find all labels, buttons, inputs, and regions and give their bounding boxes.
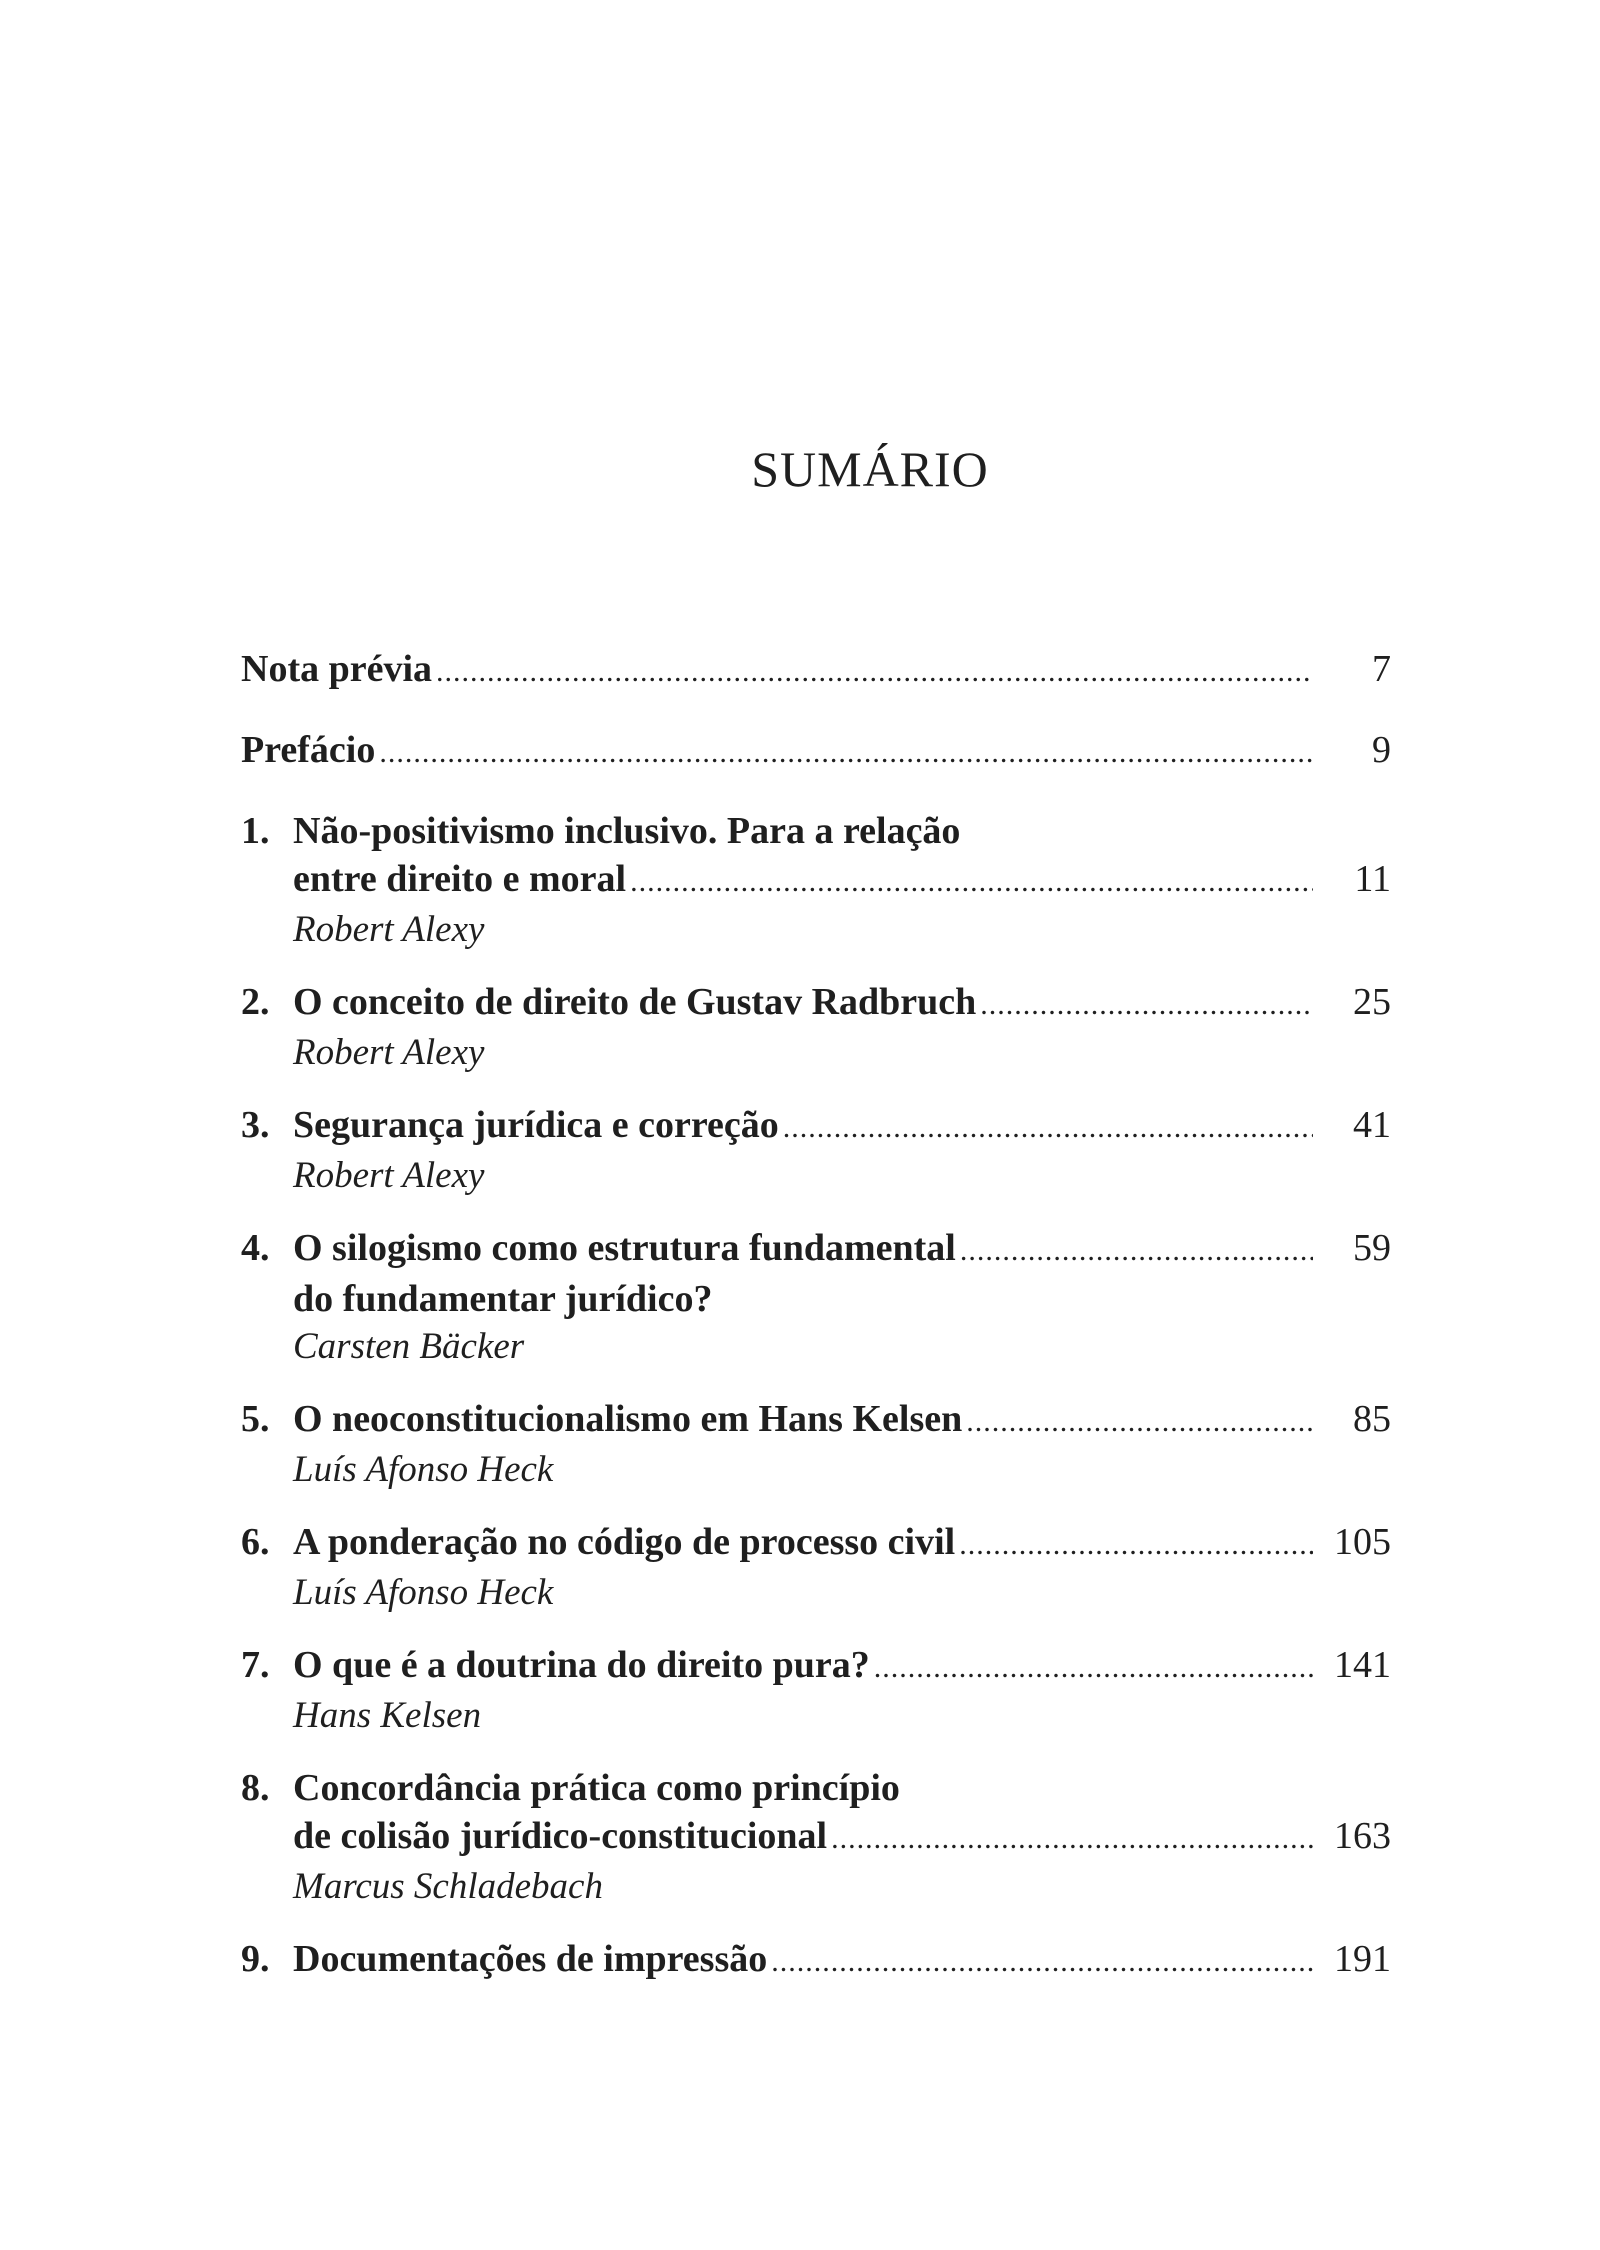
toc-entry-author: Hans Kelsen xyxy=(293,1695,482,1736)
toc-entry-prefacio xyxy=(241,726,1391,777)
dot-leader xyxy=(980,981,1313,1029)
toc-entry-author: Carsten Bäcker xyxy=(293,1326,525,1367)
dot-leader xyxy=(379,729,1313,777)
dot-leader xyxy=(959,1521,1313,1569)
toc-entry-line xyxy=(241,1764,1391,1812)
toc-entry-line xyxy=(241,1224,1391,1275)
toc-entry-line xyxy=(241,1395,1391,1446)
toc-entry-author: Marcus Schladebach xyxy=(293,1866,603,1907)
toc-entry-line xyxy=(241,978,1391,1029)
toc-entry-number: 4. xyxy=(241,1227,270,1269)
toc-entry-number: 9. xyxy=(241,1938,270,1980)
table-of-contents xyxy=(241,645,1391,2010)
toc-page-number: 141 xyxy=(1334,1644,1391,1686)
toc-entry-title: Segurança jurídica e correção xyxy=(293,1104,779,1146)
toc-entry-line xyxy=(241,807,1391,855)
toc-entry-8 xyxy=(241,1764,1391,1911)
toc-entry-9 xyxy=(241,1935,1391,1986)
toc-entry-title-continued: entre direito e moral xyxy=(293,858,627,900)
toc-entry-1 xyxy=(241,807,1391,954)
toc-page-number: 105 xyxy=(1334,1521,1391,1563)
toc-entry-line xyxy=(241,1812,1391,1863)
dot-leader xyxy=(771,1938,1313,1986)
toc-entry-number: 7. xyxy=(241,1644,270,1686)
toc-entry-number: 2. xyxy=(241,981,270,1023)
toc-entry-title: O conceito de direito de Gustav Radbruch xyxy=(293,981,977,1023)
toc-entry-title: Nota prévia xyxy=(241,648,433,690)
dot-leader xyxy=(960,1227,1313,1275)
toc-entry-4 xyxy=(241,1224,1391,1371)
dot-leader xyxy=(874,1644,1313,1692)
toc-entry-3 xyxy=(241,1101,1391,1200)
toc-entry-line xyxy=(241,1101,1391,1152)
toc-entry-2 xyxy=(241,978,1391,1077)
toc-entry-title-continued: de colisão jurídico-constitucional xyxy=(293,1815,828,1857)
toc-entry-line xyxy=(241,1641,1391,1692)
dot-leader xyxy=(783,1104,1313,1152)
toc-entry-title: Prefácio xyxy=(241,729,376,771)
toc-entry-line xyxy=(241,855,1391,906)
toc-entry-line xyxy=(241,1935,1391,1986)
toc-entry-7 xyxy=(241,1641,1391,1740)
toc-entry-line xyxy=(241,726,1391,777)
toc-entry-line xyxy=(241,1275,1391,1323)
toc-entry-title: O neoconstitucionalismo em Hans Kelsen xyxy=(293,1398,963,1440)
toc-entry-number: 8. xyxy=(241,1767,270,1809)
toc-page-number: 7 xyxy=(1372,648,1391,690)
toc-entry-6 xyxy=(241,1518,1391,1617)
toc-entry-author: Luís Afonso Heck xyxy=(293,1572,554,1613)
toc-page-number: 85 xyxy=(1353,1398,1391,1440)
toc-entry-line xyxy=(241,1518,1391,1569)
page-title: SUMÁRIO xyxy=(751,441,989,497)
toc-entry-author: Luís Afonso Heck xyxy=(293,1449,554,1490)
toc-entry-author: Robert Alexy xyxy=(293,1155,485,1196)
toc-page-number: 163 xyxy=(1334,1815,1391,1857)
dot-leader xyxy=(966,1398,1313,1446)
toc-page-number: 59 xyxy=(1353,1227,1391,1269)
toc-page-number: 25 xyxy=(1353,981,1391,1023)
toc-entry-5 xyxy=(241,1395,1391,1494)
toc-entry-number: 1. xyxy=(241,810,270,852)
toc-entry-title: Concordância prática como princípio xyxy=(293,1767,900,1809)
toc-entry-number: 5. xyxy=(241,1398,270,1440)
toc-entry-line xyxy=(241,645,1391,696)
dot-leader xyxy=(630,858,1313,906)
toc-entry-number: 3. xyxy=(241,1104,270,1146)
toc-entry-author: Robert Alexy xyxy=(293,1032,485,1073)
toc-entry-title: A ponderação no código de processo civil xyxy=(293,1521,956,1563)
toc-entry-author: Robert Alexy xyxy=(293,909,485,950)
toc-page-number: 11 xyxy=(1354,858,1391,900)
toc-entry-nota-previa xyxy=(241,645,1391,696)
toc-page-number: 9 xyxy=(1372,729,1391,771)
dot-leader xyxy=(831,1815,1313,1863)
toc-page-number: 191 xyxy=(1334,1938,1391,1980)
toc-entry-title: Documentações de impressão xyxy=(293,1938,768,1980)
toc-entry-title: O que é a doutrina do direito pura? xyxy=(293,1644,870,1686)
toc-entry-title: Não-positivismo inclusivo. Para a relação xyxy=(293,810,961,852)
toc-entry-number: 6. xyxy=(241,1521,270,1563)
toc-page-number: 41 xyxy=(1353,1104,1391,1146)
dot-leader xyxy=(436,648,1313,696)
toc-entry-title-continued: do fundamentar jurídico? xyxy=(293,1278,713,1320)
toc-entry-title: O silogismo como estrutura fundamental xyxy=(293,1227,956,1269)
